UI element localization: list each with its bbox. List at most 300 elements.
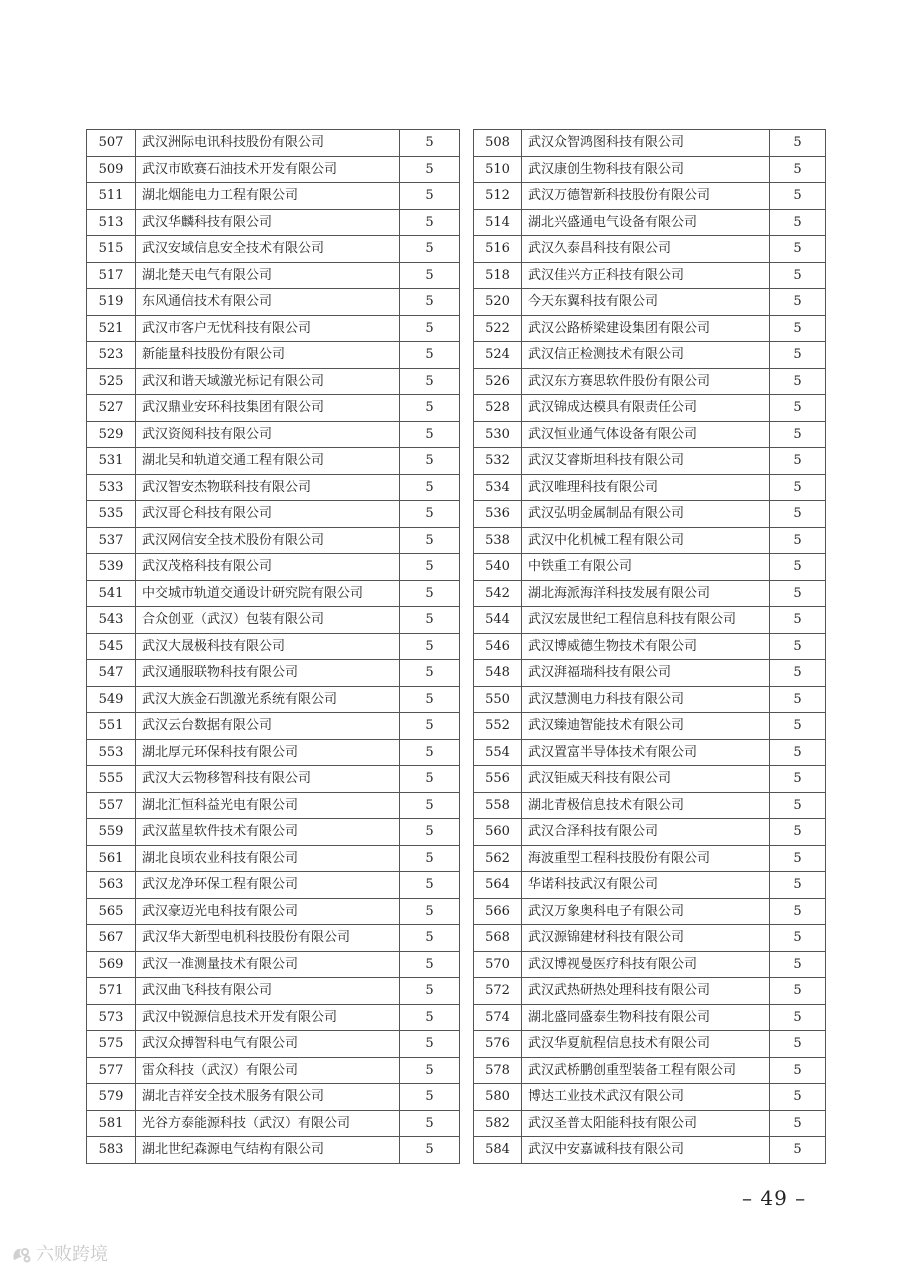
left-company-name: 武汉市欧赛石油技术开发有限公司 bbox=[136, 156, 400, 183]
right-score: 5 bbox=[770, 739, 826, 766]
right-score: 5 bbox=[770, 1031, 826, 1058]
right-company-name: 武汉康创生物科技有限公司 bbox=[522, 156, 770, 183]
right-company-name: 武汉置富半导体技术有限公司 bbox=[522, 739, 770, 766]
table-row bbox=[87, 448, 826, 475]
right-company-name: 武汉中安嘉诚科技有限公司 bbox=[522, 1137, 770, 1164]
table-row bbox=[87, 501, 826, 528]
right-score: 5 bbox=[770, 156, 826, 183]
table-row bbox=[87, 395, 826, 422]
right-score: 5 bbox=[770, 342, 826, 369]
right-score: 5 bbox=[770, 474, 826, 501]
table-row bbox=[87, 289, 826, 316]
column-gap bbox=[460, 660, 474, 687]
column-gap bbox=[460, 1137, 474, 1164]
right-company-name: 湖北青极信息技术有限公司 bbox=[522, 792, 770, 819]
right-company-name: 武汉唯理科技有限公司 bbox=[522, 474, 770, 501]
right-score: 5 bbox=[770, 898, 826, 925]
left-company-name: 武汉华麟科技有限公司 bbox=[136, 209, 400, 236]
left-score: 5 bbox=[400, 607, 460, 634]
left-score: 5 bbox=[400, 156, 460, 183]
left-row-number: 547 bbox=[87, 660, 136, 687]
left-score: 5 bbox=[400, 1110, 460, 1137]
left-row-number: 525 bbox=[87, 368, 136, 395]
left-row-number: 539 bbox=[87, 554, 136, 581]
column-gap bbox=[460, 289, 474, 316]
right-company-name: 武汉源锦建材科技有限公司 bbox=[522, 925, 770, 952]
left-row-number: 535 bbox=[87, 501, 136, 528]
left-company-name: 武汉智安杰物联科技有限公司 bbox=[136, 474, 400, 501]
right-row-number: 520 bbox=[474, 289, 522, 316]
column-gap bbox=[460, 1084, 474, 1111]
column-gap bbox=[460, 1004, 474, 1031]
left-score: 5 bbox=[400, 395, 460, 422]
table-row bbox=[87, 156, 826, 183]
right-company-name: 武汉公路桥梁建设集团有限公司 bbox=[522, 315, 770, 342]
right-row-number: 510 bbox=[474, 156, 522, 183]
table-row bbox=[87, 1004, 826, 1031]
left-row-number: 533 bbox=[87, 474, 136, 501]
table-row bbox=[87, 368, 826, 395]
column-gap bbox=[460, 792, 474, 819]
right-company-name: 武汉恒业通气体设备有限公司 bbox=[522, 421, 770, 448]
left-company-name: 合众创亚（武汉）包装有限公司 bbox=[136, 607, 400, 634]
left-score: 5 bbox=[400, 766, 460, 793]
left-row-number: 527 bbox=[87, 395, 136, 422]
left-row-number: 549 bbox=[87, 686, 136, 713]
right-score: 5 bbox=[770, 1057, 826, 1084]
left-score: 5 bbox=[400, 1004, 460, 1031]
right-score: 5 bbox=[770, 289, 826, 316]
left-company-name: 湖北厚元环保科技有限公司 bbox=[136, 739, 400, 766]
left-row-number: 583 bbox=[87, 1137, 136, 1164]
right-company-name: 湖北海派海洋科技发展有限公司 bbox=[522, 580, 770, 607]
left-company-name: 东风通信技术有限公司 bbox=[136, 289, 400, 316]
left-row-number: 571 bbox=[87, 978, 136, 1005]
left-score: 5 bbox=[400, 739, 460, 766]
left-score: 5 bbox=[400, 1084, 460, 1111]
right-company-name: 武汉众智鸿图科技有限公司 bbox=[522, 130, 770, 157]
column-gap bbox=[460, 607, 474, 634]
left-row-number: 559 bbox=[87, 819, 136, 846]
right-company-name: 武汉博威德生物技术有限公司 bbox=[522, 633, 770, 660]
right-row-number: 526 bbox=[474, 368, 522, 395]
right-score: 5 bbox=[770, 951, 826, 978]
column-gap bbox=[460, 1057, 474, 1084]
left-score: 5 bbox=[400, 580, 460, 607]
left-score: 5 bbox=[400, 872, 460, 899]
right-row-number: 548 bbox=[474, 660, 522, 687]
column-gap bbox=[460, 1110, 474, 1137]
left-company-name: 湖北良顷农业科技有限公司 bbox=[136, 845, 400, 872]
column-gap bbox=[460, 183, 474, 210]
left-score: 5 bbox=[400, 819, 460, 846]
right-row-number: 540 bbox=[474, 554, 522, 581]
left-company-name: 武汉资阅科技有限公司 bbox=[136, 421, 400, 448]
right-row-number: 554 bbox=[474, 739, 522, 766]
right-score: 5 bbox=[770, 554, 826, 581]
column-gap bbox=[460, 845, 474, 872]
column-gap bbox=[460, 156, 474, 183]
left-company-name: 雷众科技（武汉）有限公司 bbox=[136, 1057, 400, 1084]
right-score: 5 bbox=[770, 1110, 826, 1137]
left-row-number: 537 bbox=[87, 527, 136, 554]
column-gap bbox=[460, 925, 474, 952]
table-row bbox=[87, 1137, 826, 1164]
left-company-name: 湖北吉祥安全技术服务有限公司 bbox=[136, 1084, 400, 1111]
column-gap bbox=[460, 368, 474, 395]
table-row bbox=[87, 845, 826, 872]
left-company-name: 武汉安域信息安全技术有限公司 bbox=[136, 236, 400, 263]
left-score: 5 bbox=[400, 342, 460, 369]
column-gap bbox=[460, 421, 474, 448]
right-company-name: 武汉信正检测技术有限公司 bbox=[522, 342, 770, 369]
right-company-name: 武汉东方赛思软件股份有限公司 bbox=[522, 368, 770, 395]
left-row-number: 511 bbox=[87, 183, 136, 210]
right-company-name: 武汉宏晟世纪工程信息科技有限公司 bbox=[522, 607, 770, 634]
right-row-number: 558 bbox=[474, 792, 522, 819]
left-company-name: 武汉鼎业安环科技集团有限公司 bbox=[136, 395, 400, 422]
left-row-number: 567 bbox=[87, 925, 136, 952]
column-gap bbox=[460, 527, 474, 554]
left-row-number: 563 bbox=[87, 872, 136, 899]
right-score: 5 bbox=[770, 315, 826, 342]
left-row-number: 577 bbox=[87, 1057, 136, 1084]
left-row-number: 545 bbox=[87, 633, 136, 660]
right-row-number: 550 bbox=[474, 686, 522, 713]
watermark-logo-icon bbox=[10, 1244, 32, 1266]
right-company-name: 今天东翼科技有限公司 bbox=[522, 289, 770, 316]
right-score: 5 bbox=[770, 766, 826, 793]
left-score: 5 bbox=[400, 209, 460, 236]
right-row-number: 562 bbox=[474, 845, 522, 872]
left-company-name: 武汉华大新型电机科技股份有限公司 bbox=[136, 925, 400, 952]
right-score: 5 bbox=[770, 421, 826, 448]
column-gap bbox=[460, 633, 474, 660]
left-row-number: 579 bbox=[87, 1084, 136, 1111]
right-company-name: 武汉华夏航程信息技术有限公司 bbox=[522, 1031, 770, 1058]
left-row-number: 543 bbox=[87, 607, 136, 634]
left-company-name: 武汉蓝星软件技术有限公司 bbox=[136, 819, 400, 846]
page-number: – 49 – bbox=[742, 1186, 807, 1210]
left-company-name: 湖北楚天电气有限公司 bbox=[136, 262, 400, 289]
table-row bbox=[87, 898, 826, 925]
right-row-number: 538 bbox=[474, 527, 522, 554]
right-row-number: 556 bbox=[474, 766, 522, 793]
table-row bbox=[87, 792, 826, 819]
right-company-name: 武汉锦成达模具有限责任公司 bbox=[522, 395, 770, 422]
table-row bbox=[87, 607, 826, 634]
right-row-number: 528 bbox=[474, 395, 522, 422]
table-row bbox=[87, 951, 826, 978]
left-row-number: 581 bbox=[87, 1110, 136, 1137]
left-score: 5 bbox=[400, 501, 460, 528]
left-score: 5 bbox=[400, 845, 460, 872]
right-score: 5 bbox=[770, 633, 826, 660]
right-row-number: 578 bbox=[474, 1057, 522, 1084]
left-score: 5 bbox=[400, 898, 460, 925]
right-score: 5 bbox=[770, 1137, 826, 1164]
left-score: 5 bbox=[400, 421, 460, 448]
right-score: 5 bbox=[770, 713, 826, 740]
right-score: 5 bbox=[770, 262, 826, 289]
left-score: 5 bbox=[400, 262, 460, 289]
right-score: 5 bbox=[770, 448, 826, 475]
right-row-number: 530 bbox=[474, 421, 522, 448]
right-company-name: 武汉武热研热处理科技有限公司 bbox=[522, 978, 770, 1005]
right-score: 5 bbox=[770, 183, 826, 210]
left-score: 5 bbox=[400, 925, 460, 952]
left-company-name: 新能量科技股份有限公司 bbox=[136, 342, 400, 369]
left-score: 5 bbox=[400, 951, 460, 978]
right-row-number: 536 bbox=[474, 501, 522, 528]
left-company-name: 武汉豪迈光电科技有限公司 bbox=[136, 898, 400, 925]
column-gap bbox=[460, 872, 474, 899]
left-company-name: 武汉大云物移智科技有限公司 bbox=[136, 766, 400, 793]
right-score: 5 bbox=[770, 395, 826, 422]
right-company-name: 武汉圣普太阳能科技有限公司 bbox=[522, 1110, 770, 1137]
right-score: 5 bbox=[770, 925, 826, 952]
right-score: 5 bbox=[770, 501, 826, 528]
left-row-number: 517 bbox=[87, 262, 136, 289]
left-company-name: 光谷方泰能源科技（武汉）有限公司 bbox=[136, 1110, 400, 1137]
right-score: 5 bbox=[770, 845, 826, 872]
right-score: 5 bbox=[770, 872, 826, 899]
right-company-name: 武汉湃福瑞科技有限公司 bbox=[522, 660, 770, 687]
right-score: 5 bbox=[770, 607, 826, 634]
column-gap bbox=[460, 236, 474, 263]
right-score: 5 bbox=[770, 527, 826, 554]
table-row bbox=[87, 660, 826, 687]
left-row-number: 507 bbox=[87, 130, 136, 157]
table-row bbox=[87, 766, 826, 793]
table-row bbox=[87, 474, 826, 501]
table-row bbox=[87, 1084, 826, 1111]
right-row-number: 542 bbox=[474, 580, 522, 607]
right-score: 5 bbox=[770, 792, 826, 819]
left-company-name: 武汉云台数据有限公司 bbox=[136, 713, 400, 740]
left-score: 5 bbox=[400, 633, 460, 660]
left-score: 5 bbox=[400, 289, 460, 316]
column-gap bbox=[460, 686, 474, 713]
left-company-name: 武汉曲飞科技有限公司 bbox=[136, 978, 400, 1005]
table-row bbox=[87, 262, 826, 289]
left-company-name: 武汉大晟极科技有限公司 bbox=[136, 633, 400, 660]
right-score: 5 bbox=[770, 819, 826, 846]
right-row-number: 518 bbox=[474, 262, 522, 289]
column-gap bbox=[460, 209, 474, 236]
left-row-number: 561 bbox=[87, 845, 136, 872]
left-company-name: 湖北吴和轨道交通工程有限公司 bbox=[136, 448, 400, 475]
right-company-name: 武汉博视曼医疗科技有限公司 bbox=[522, 951, 770, 978]
left-row-number: 513 bbox=[87, 209, 136, 236]
right-score: 5 bbox=[770, 1084, 826, 1111]
column-gap bbox=[460, 1031, 474, 1058]
right-row-number: 508 bbox=[474, 130, 522, 157]
right-row-number: 576 bbox=[474, 1031, 522, 1058]
left-company-name: 武汉市客户无忧科技有限公司 bbox=[136, 315, 400, 342]
left-row-number: 531 bbox=[87, 448, 136, 475]
right-company-name: 武汉万德智新科技股份有限公司 bbox=[522, 183, 770, 210]
left-score: 5 bbox=[400, 183, 460, 210]
right-company-name: 武汉万象奥科电子有限公司 bbox=[522, 898, 770, 925]
right-row-number: 564 bbox=[474, 872, 522, 899]
table-row bbox=[87, 209, 826, 236]
left-company-name: 武汉和谐天域激光标记有限公司 bbox=[136, 368, 400, 395]
right-row-number: 524 bbox=[474, 342, 522, 369]
right-company-name: 武汉久泰昌科技有限公司 bbox=[522, 236, 770, 263]
column-gap bbox=[460, 580, 474, 607]
left-score: 5 bbox=[400, 130, 460, 157]
left-score: 5 bbox=[400, 315, 460, 342]
left-score: 5 bbox=[400, 527, 460, 554]
table-row bbox=[87, 236, 826, 263]
table-row bbox=[87, 554, 826, 581]
right-row-number: 522 bbox=[474, 315, 522, 342]
column-gap bbox=[460, 342, 474, 369]
right-row-number: 572 bbox=[474, 978, 522, 1005]
right-row-number: 534 bbox=[474, 474, 522, 501]
left-company-name: 湖北汇恒科益光电有限公司 bbox=[136, 792, 400, 819]
right-row-number: 512 bbox=[474, 183, 522, 210]
right-company-name: 湖北兴盛通电气设备有限公司 bbox=[522, 209, 770, 236]
table-row bbox=[87, 872, 826, 899]
left-row-number: 555 bbox=[87, 766, 136, 793]
right-row-number: 560 bbox=[474, 819, 522, 846]
left-company-name: 中交城市轨道交通设计研究院有限公司 bbox=[136, 580, 400, 607]
left-company-name: 武汉茂格科技有限公司 bbox=[136, 554, 400, 581]
left-score: 5 bbox=[400, 1031, 460, 1058]
left-company-name: 湖北世纪森源电气结构有限公司 bbox=[136, 1137, 400, 1164]
left-row-number: 509 bbox=[87, 156, 136, 183]
table-row bbox=[87, 978, 826, 1005]
left-score: 5 bbox=[400, 1057, 460, 1084]
left-score: 5 bbox=[400, 448, 460, 475]
table-row bbox=[87, 342, 826, 369]
right-company-name: 武汉臻迪智能技术有限公司 bbox=[522, 713, 770, 740]
left-company-name: 武汉洲际电讯科技股份有限公司 bbox=[136, 130, 400, 157]
table-row bbox=[87, 527, 826, 554]
table-row bbox=[87, 315, 826, 342]
column-gap bbox=[460, 554, 474, 581]
left-company-name: 武汉一准测量技术有限公司 bbox=[136, 951, 400, 978]
right-company-name: 武汉慧测电力科技有限公司 bbox=[522, 686, 770, 713]
left-row-number: 557 bbox=[87, 792, 136, 819]
right-row-number: 574 bbox=[474, 1004, 522, 1031]
right-score: 5 bbox=[770, 1004, 826, 1031]
right-score: 5 bbox=[770, 660, 826, 687]
right-row-number: 582 bbox=[474, 1110, 522, 1137]
left-score: 5 bbox=[400, 368, 460, 395]
left-row-number: 569 bbox=[87, 951, 136, 978]
column-gap bbox=[460, 262, 474, 289]
company-list-table bbox=[86, 129, 826, 1164]
left-score: 5 bbox=[400, 792, 460, 819]
right-company-name: 博达工业技术武汉有限公司 bbox=[522, 1084, 770, 1111]
right-company-name: 华诺科技武汉有限公司 bbox=[522, 872, 770, 899]
left-score: 5 bbox=[400, 660, 460, 687]
left-row-number: 519 bbox=[87, 289, 136, 316]
left-score: 5 bbox=[400, 1137, 460, 1164]
left-row-number: 565 bbox=[87, 898, 136, 925]
column-gap bbox=[460, 898, 474, 925]
column-gap bbox=[460, 951, 474, 978]
table-row bbox=[87, 819, 826, 846]
left-row-number: 575 bbox=[87, 1031, 136, 1058]
right-company-name: 武汉艾睿斯坦科技有限公司 bbox=[522, 448, 770, 475]
right-company-name: 中铁重工有限公司 bbox=[522, 554, 770, 581]
left-company-name: 武汉网信安全技术股份有限公司 bbox=[136, 527, 400, 554]
table-row bbox=[87, 421, 826, 448]
right-score: 5 bbox=[770, 130, 826, 157]
right-row-number: 580 bbox=[474, 1084, 522, 1111]
right-score: 5 bbox=[770, 686, 826, 713]
right-company-name: 海波重型工程科技股份有限公司 bbox=[522, 845, 770, 872]
table-row bbox=[87, 580, 826, 607]
table-row bbox=[87, 713, 826, 740]
left-company-name: 武汉中锐源信息技术开发有限公司 bbox=[136, 1004, 400, 1031]
left-row-number: 573 bbox=[87, 1004, 136, 1031]
table-row bbox=[87, 183, 826, 210]
left-row-number: 515 bbox=[87, 236, 136, 263]
column-gap bbox=[460, 448, 474, 475]
watermark-text: 六败跨境 bbox=[36, 1244, 108, 1265]
left-row-number: 529 bbox=[87, 421, 136, 448]
left-score: 5 bbox=[400, 554, 460, 581]
table-row bbox=[87, 633, 826, 660]
table-row bbox=[87, 739, 826, 766]
column-gap bbox=[460, 395, 474, 422]
column-gap bbox=[460, 766, 474, 793]
column-gap bbox=[460, 474, 474, 501]
right-company-name: 武汉武桥鹏创重型装备工程有限公司 bbox=[522, 1057, 770, 1084]
column-gap bbox=[460, 501, 474, 528]
right-company-name: 武汉钜威天科技有限公司 bbox=[522, 766, 770, 793]
table-row bbox=[87, 686, 826, 713]
left-row-number: 523 bbox=[87, 342, 136, 369]
left-score: 5 bbox=[400, 686, 460, 713]
table-body bbox=[87, 130, 826, 1164]
watermark bbox=[10, 1240, 108, 1266]
right-row-number: 584 bbox=[474, 1137, 522, 1164]
left-score: 5 bbox=[400, 236, 460, 263]
left-company-name: 武汉哥仑科技有限公司 bbox=[136, 501, 400, 528]
table-row bbox=[87, 1057, 826, 1084]
left-score: 5 bbox=[400, 713, 460, 740]
right-company-name: 武汉中化机械工程有限公司 bbox=[522, 527, 770, 554]
right-score: 5 bbox=[770, 580, 826, 607]
left-company-name: 湖北烟能电力工程有限公司 bbox=[136, 183, 400, 210]
right-row-number: 544 bbox=[474, 607, 522, 634]
left-company-name: 武汉大族金石凯激光系统有限公司 bbox=[136, 686, 400, 713]
right-company-name: 湖北盛同盛泰生物科技有限公司 bbox=[522, 1004, 770, 1031]
column-gap bbox=[460, 978, 474, 1005]
left-score: 5 bbox=[400, 978, 460, 1005]
right-row-number: 570 bbox=[474, 951, 522, 978]
right-row-number: 546 bbox=[474, 633, 522, 660]
right-row-number: 532 bbox=[474, 448, 522, 475]
right-score: 5 bbox=[770, 978, 826, 1005]
right-row-number: 568 bbox=[474, 925, 522, 952]
right-row-number: 516 bbox=[474, 236, 522, 263]
left-row-number: 551 bbox=[87, 713, 136, 740]
right-score: 5 bbox=[770, 209, 826, 236]
right-company-name: 武汉合泽科技有限公司 bbox=[522, 819, 770, 846]
column-gap bbox=[460, 713, 474, 740]
column-gap bbox=[460, 819, 474, 846]
left-row-number: 521 bbox=[87, 315, 136, 342]
column-gap bbox=[460, 739, 474, 766]
right-company-name: 武汉佳兴方正科技有限公司 bbox=[522, 262, 770, 289]
